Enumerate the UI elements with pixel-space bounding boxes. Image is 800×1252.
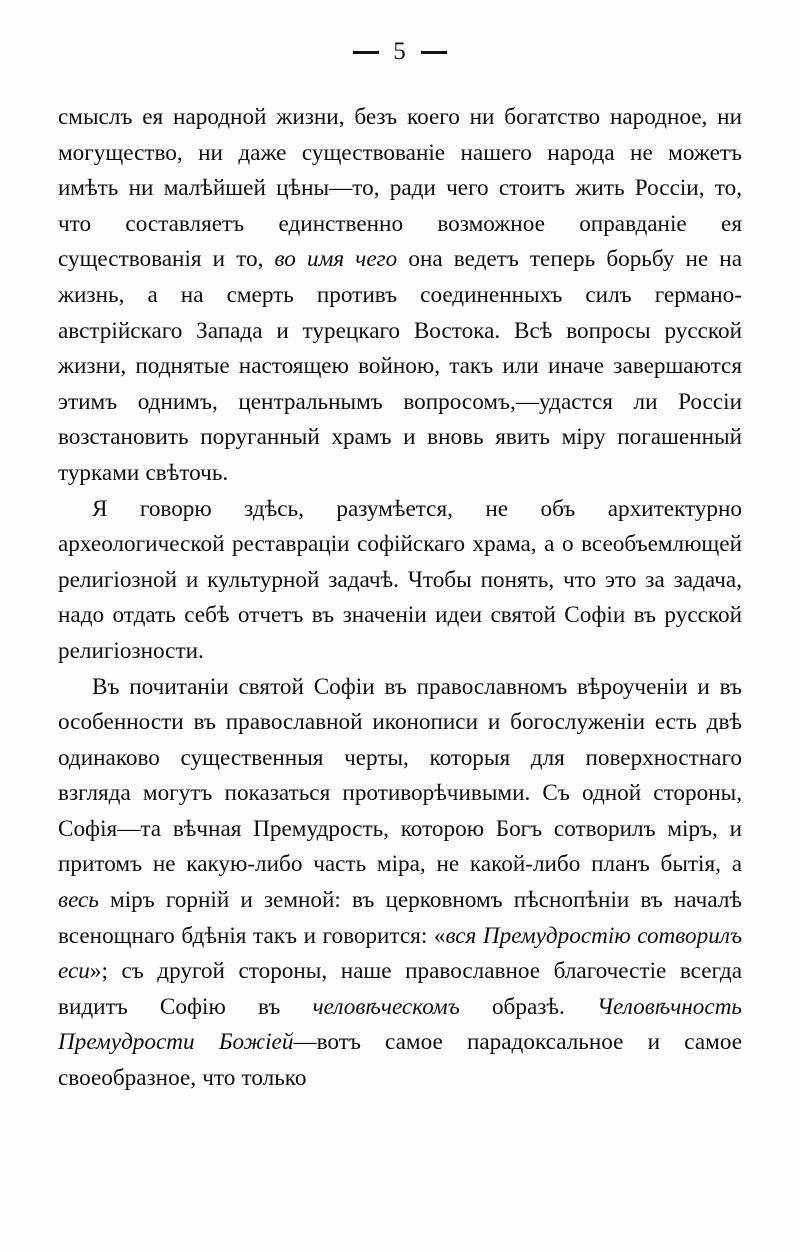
text-run: вся Премудростію сотворилъ еси	[58, 922, 742, 985]
rule-left-icon	[353, 51, 379, 54]
page-number: 5	[393, 38, 407, 65]
paragraph-2	[58, 492, 742, 670]
paragraph-1	[58, 100, 742, 492]
page-header	[0, 38, 800, 66]
text-run: Человѣчность Премудрости Божіей	[58, 993, 742, 1056]
text-run: Я говорю здѣсь, разумѣется, не объ архитектурно археологической реставраціи софійскаго храма, а о всеобъемлющей религіозной и культурной задачѣ. Чтобы понять, что это за задача, надо отдать себѣ отчетъ въ значеніи идеи святой Софіи въ русской религіозности.	[58, 495, 742, 664]
text-run: во имя чего	[274, 246, 398, 273]
text-run: она ведетъ теперь борьбу не на жизнь, а на смерть противъ соединенныхъ силъ германо-австрійскаго Запада и турецкаго Востока. Всѣ вопросы русской жизни, поднятые настоящею войною, такъ или иначе завершаются этимъ однимъ, центральнымъ вопросомъ,—удастся ли Россіи возстановить поруганный храмъ и вновь явить міру погашенный турками свѣточь.	[58, 246, 743, 486]
text-run: человѣческомъ	[312, 993, 460, 1020]
text-run: весь	[58, 887, 99, 914]
text-run: міръ горній и земной: въ церковномъ пѣснопѣніи въ началѣ всенощнаго бдѣнія такъ и говорится: «	[58, 887, 742, 949]
text-run: »; съ другой стороны, наше православное благочестіе всегда видитъ Софію въ	[58, 958, 742, 1020]
text-run: смыслъ ея народной жизни, безъ коего ни богатство народное, ни могущество, ни даже существованіе нашего народа не можетъ имѣть ни малѣйшей цѣны—то, ради чего стоитъ жить Россіи, то, что составляетъ единственно возможное оправданіе ея существованія и то,	[58, 104, 742, 273]
body-text	[58, 100, 742, 1097]
paragraph-3	[58, 670, 742, 1097]
rule-right-icon	[421, 51, 447, 54]
text-run: образѣ.	[459, 993, 598, 1020]
text-run: —вотъ самое парадоксальное и самое своеобразное, что только	[58, 1029, 742, 1092]
text-run: Въ почитаніи святой Софіи въ православномъ вѣроученіи и въ особенности въ православной иконописи и богослуженіи есть двѣ одинаково существенныя черты, которыя для поверхностнаго взгляда могутъ показаться противорѣчивыми. Съ одной стороны, Софія—та вѣчная Премудрость, которою Богъ сотворилъ міръ, и притомъ не какую-либо часть міра, не какой-либо планъ бытія, а	[58, 673, 742, 878]
